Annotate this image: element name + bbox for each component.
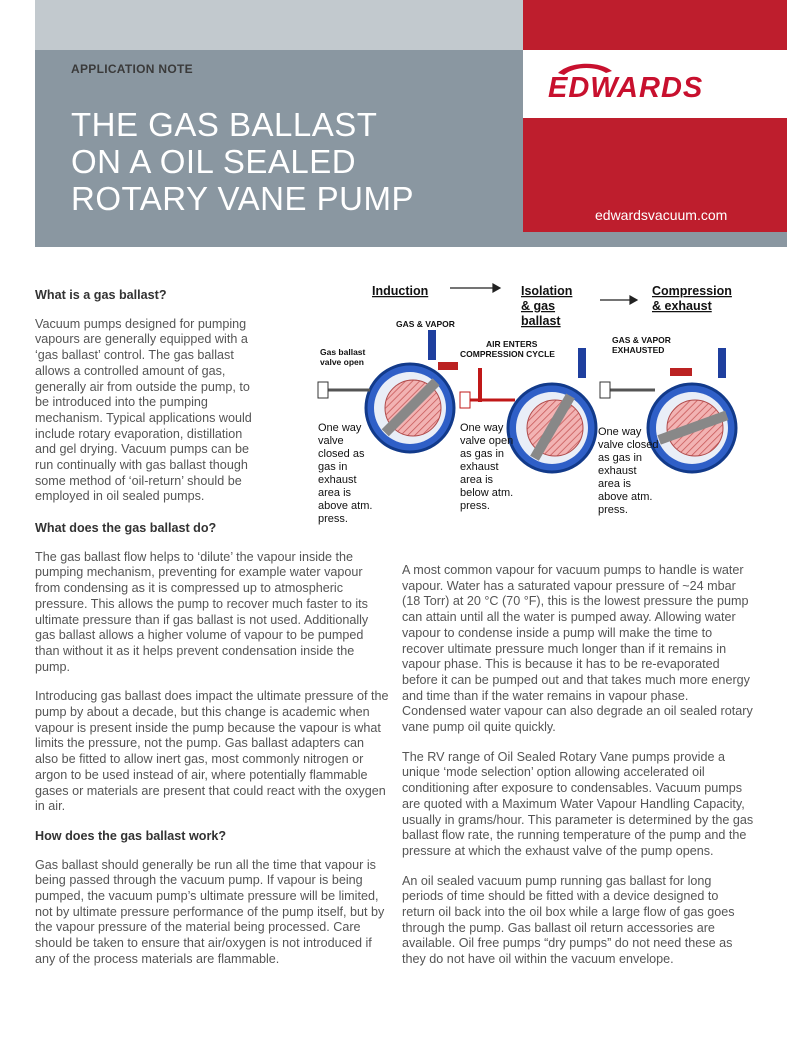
paragraph: The RV range of Oil Sealed Rotary Vane pumps provide a unique ‘mode selection’ option allowing accelerated oil conditioning after exposure to condensables. Vacuum pumps are quoted with a Maximum Water Vapour Handling Capacity, usually in grams/hour. This parameter is determined by the gas ballast flow rate, the running temperature of the pump and the pressure at which the exhaust valve of the pump opens. <box>402 749 754 858</box>
caption-compression <box>598 426 659 516</box>
section-what-is <box>35 288 265 519</box>
website-link[interactable]: edwardsvacuum.com <box>595 207 728 223</box>
logo-box <box>523 50 787 118</box>
svg-text:One way: One way <box>460 422 504 434</box>
svg-text:area is: area is <box>598 478 632 490</box>
section-heading: What is a gas ballast? <box>35 288 167 302</box>
title-line: ROTARY VANE PUMP <box>71 180 414 217</box>
svg-text:area is: area is <box>318 487 352 499</box>
caption-induction <box>318 422 372 525</box>
section-heading: What does the gas ballast do? <box>35 521 217 535</box>
paragraph: Gas ballast should generally be run all the time that vapour is being passed through the vacuum pump. If vapour is being pumped, the vacuum pump’s ultimate pressure will be limited, not by ultimate pressure performance of the pump itself, but by the vapour pressure of the material being processed. Care should be taken to ensure that air/oxygen is not introduced if any of the process materials are flammable. <box>35 857 385 966</box>
section-what-does <box>35 521 390 982</box>
valve-open-label: valve open <box>320 357 364 367</box>
stage-heading-isolation: & gas <box>521 299 556 313</box>
logo-text: EDWARDS <box>548 72 704 104</box>
paragraph: The gas ballast flow helps to ‘dilute’ the vapour inside the pumping mechanism, preventing for example water vapour from condensing as it is compressed up to atmospheric pressure. This allows the pump to recover much faster to its ultimate pressure than if gas ballast is not used. Additionally gas ballast allows a higher volume of vapour to be pumped than without it as it helps prevent condensation inside the pump. <box>35 549 369 674</box>
svg-text:press.: press. <box>318 513 348 525</box>
svg-text:above atm.: above atm. <box>318 500 373 512</box>
exhausted-label: EXHAUSTED <box>612 345 665 355</box>
svg-text:press.: press. <box>598 504 628 516</box>
svg-text:exhaust: exhaust <box>598 465 637 477</box>
svg-text:gas in: gas in <box>318 461 348 473</box>
stage-heading-isolation: ballast <box>521 314 561 328</box>
title-line: THE GAS BALLAST <box>71 106 378 143</box>
svg-text:valve open: valve open <box>460 435 514 447</box>
svg-text:valve: valve <box>318 435 344 447</box>
exhausted-label: GAS & VAPOR <box>612 335 671 345</box>
stage-heading-isolation: Isolation <box>521 284 573 298</box>
svg-text:exhaust: exhaust <box>318 474 357 486</box>
svg-text:area is: area is <box>460 474 494 486</box>
application-note-label: APPLICATION NOTE <box>71 62 193 76</box>
svg-text:exhaust: exhaust <box>460 461 499 473</box>
stage-heading-induction: Induction <box>372 284 429 298</box>
right-column <box>402 563 754 982</box>
air-enters-label: AIR ENTERS <box>486 339 538 349</box>
stage-heading-compression: & exhaust <box>652 299 712 313</box>
svg-text:press.: press. <box>460 500 490 512</box>
paragraph: An oil sealed vacuum pump running gas ballast for long periods of time should be fitted with a device designed to return oil back into the oil box while a large flow of gas goes through the pump. Gas ballast oil return accessories are available. Oil free pumps “dry pumps” do not need these as they do not have oil within the vacuum envelope. <box>402 873 735 967</box>
section-heading: How does the gas ballast work? <box>35 828 227 843</box>
air-enters-label: COMPRESSION CYCLE <box>460 349 555 359</box>
gas-vapor-label: GAS & VAPOR <box>396 319 455 329</box>
svg-text:closed as: closed as <box>318 448 365 460</box>
paragraph: A most common vapour for vacuum pumps to handle is water vapour. Water has a saturated vapour pressure of ~24 mbar (18 Torr) at 20 °C (70 °F), this is the lowest pressure the pump can attain until all the water is pumped away. Allowing water vapour to condense inside a pump will make the time to recover ultimate pressure much longer than if it remains in vapour phase. This is because it has to be re-evaporated before it can be pumped out and that takes much more energy and time than if the water remains in vapour phase. Condensed water vapour can also degrade an oil sealed rotary vane pump oil quite quickly. <box>402 563 753 735</box>
paragraph: Vacuum pumps designed for pumping vapours are generally equipped with a ‘gas ballast’ control. The gas ballast allows a controlled amount of gas, generally air from outside the pump, to be introduced into the pumping mechanism. Typical applications would include rotary evaporation, distillation and gel drying. Vacuum pumps can be run continually with gas ballast though some method of ‘oil-return’ should be employed in oil sealed pumps. <box>35 316 252 504</box>
paragraph: Introducing gas ballast does impact the ultimate pressure of the pump by about a decade, but this change is academic when vapour is present inside the pump because the vapour is what limits the pressure, not the pump. Gas ballast adapters can also be fitted to allow inert gas, most commonly nitrogen or argon to be used instead of air, where potentially flammable gases or materials are present that could react with the oxygen in air. <box>35 689 389 814</box>
page-title <box>71 106 491 217</box>
edwards-logo-icon <box>540 59 770 109</box>
stage-heading-compression: Compression <box>652 284 732 298</box>
svg-text:as gas in: as gas in <box>598 452 643 464</box>
svg-text:valve closed: valve closed <box>598 439 659 451</box>
title-line: ON A OIL SEALED <box>71 143 357 180</box>
svg-text:above atm.: above atm. <box>598 491 653 503</box>
gas-ballast-diagram <box>310 278 762 536</box>
valve-open-label: Gas ballast <box>320 347 366 357</box>
svg-text:below atm.: below atm. <box>460 487 514 499</box>
caption-isolation <box>460 422 513 512</box>
svg-text:as gas in: as gas in <box>460 448 505 460</box>
svg-text:One way: One way <box>318 422 362 434</box>
svg-text:One way: One way <box>598 426 642 438</box>
